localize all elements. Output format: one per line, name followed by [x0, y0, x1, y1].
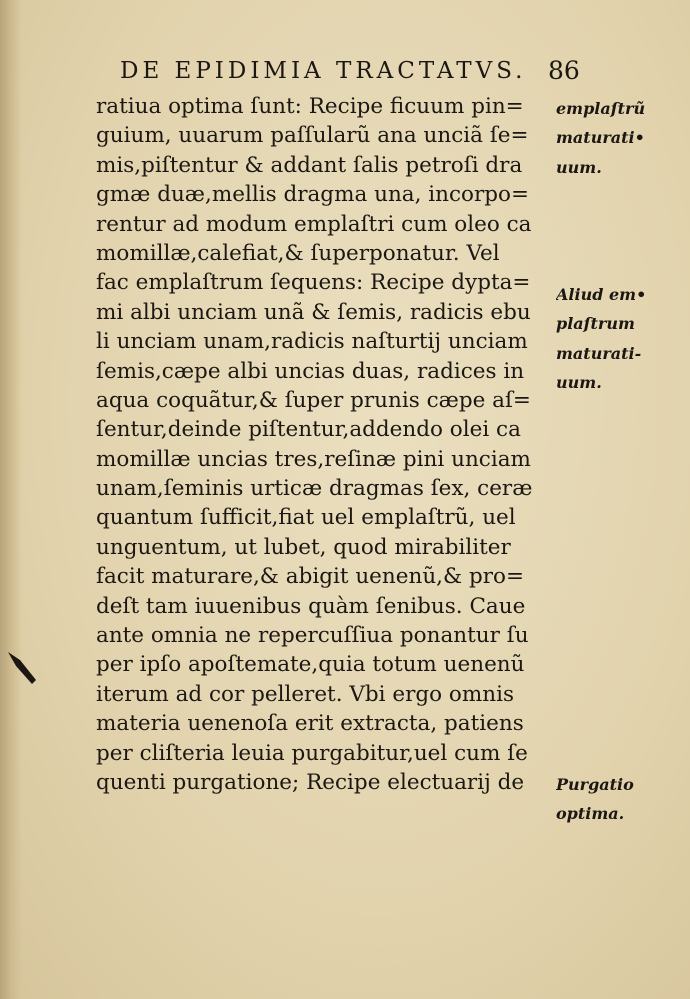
margin-note-line: optima. [556, 804, 625, 824]
text-line: deſt tam iuuenibus quàm ſenibus. Caue [96, 593, 526, 619]
text-line: rentur ad modum emplaſtri cum oleo ca [96, 211, 532, 237]
margin-note-line: uum. [556, 157, 602, 177]
text-line: li unciam unam,radicis naſturtij unciam [96, 329, 528, 355]
text-line: materia uenenoſa erit extracta, patiens [96, 711, 524, 737]
text-line: fac emplaſtrum ſequens: Recipe dypta= [96, 270, 531, 296]
body-text [96, 92, 556, 797]
margin-note-line: plaſtrum [556, 314, 635, 334]
text-line: mis,piſtentur & addant ſalis petroſi dra [96, 152, 523, 178]
text-line: mi albi unciam unã & ſemis, radicis ebu [96, 299, 531, 325]
text-line: unam,ſeminis urticæ dragmas ſex, ceræ [96, 476, 533, 502]
text-line: ſentur,deinde piſtentur,addendo olei ca [96, 417, 521, 443]
text-line: per cliſteria leuia purgabitur,uel cum ſe [96, 740, 528, 766]
text-line: guium, uuarum paſſularũ ana unciã ſe= [96, 123, 529, 149]
text-line: ratiua optima ſunt: Recipe ficuum pin= [96, 94, 524, 119]
text-line: quenti purgatione; Recipe electuarij de [96, 769, 525, 795]
margin-note-emplastrum-maturativum [556, 94, 688, 182]
text-line: unguentum, ut lubet, quod mirabiliter [96, 534, 511, 560]
margin-note-purgatio-optima [556, 770, 688, 829]
binding-gutter [0, 0, 22, 999]
margin-note-line: uum. [556, 373, 602, 393]
margin-note-line: Aliud em• [556, 285, 647, 304]
text-line: facit maturare,& abigit uenenũ,& pro= [96, 564, 524, 590]
page-number: 86 [548, 56, 580, 85]
text-line: ante omnia ne repercuſſiua ponantur ſu [96, 623, 529, 649]
text-line: iterum ad cor pelleret. Vbi ergo omnis [96, 681, 515, 707]
running-title: DE EPIDIMIA TRACTATVS. [120, 58, 527, 84]
text-line: momillæ,calefiat,& ſuperponatur. Vel [96, 240, 500, 266]
text-line: ſemis,cæpe albi uncias duas, radices in [96, 358, 525, 384]
margin-note-line: maturati- [556, 343, 642, 363]
margin-note-line: emplaſtrũ [556, 99, 646, 118]
text-line: quantum ſufficit,fiat uel emplaſtrũ, uel [96, 505, 516, 531]
margin-note-line: maturati• [556, 128, 645, 148]
margin-note-line: Purgatio [556, 775, 634, 794]
text-line: per ipſo apoſtemate,quia totum uenenũ [96, 652, 525, 678]
text-line: gmæ duæ,mellis dragma una, incorpo= [96, 182, 530, 208]
manicule-pointer-icon [6, 650, 40, 686]
text-line: aqua coquãtur,& ſuper prunis cæpe aſ= [96, 387, 531, 413]
text-line: momillæ uncias tres,reſinæ pini unciam [96, 446, 531, 472]
margin-note-aliud-emplastrum [556, 280, 688, 398]
